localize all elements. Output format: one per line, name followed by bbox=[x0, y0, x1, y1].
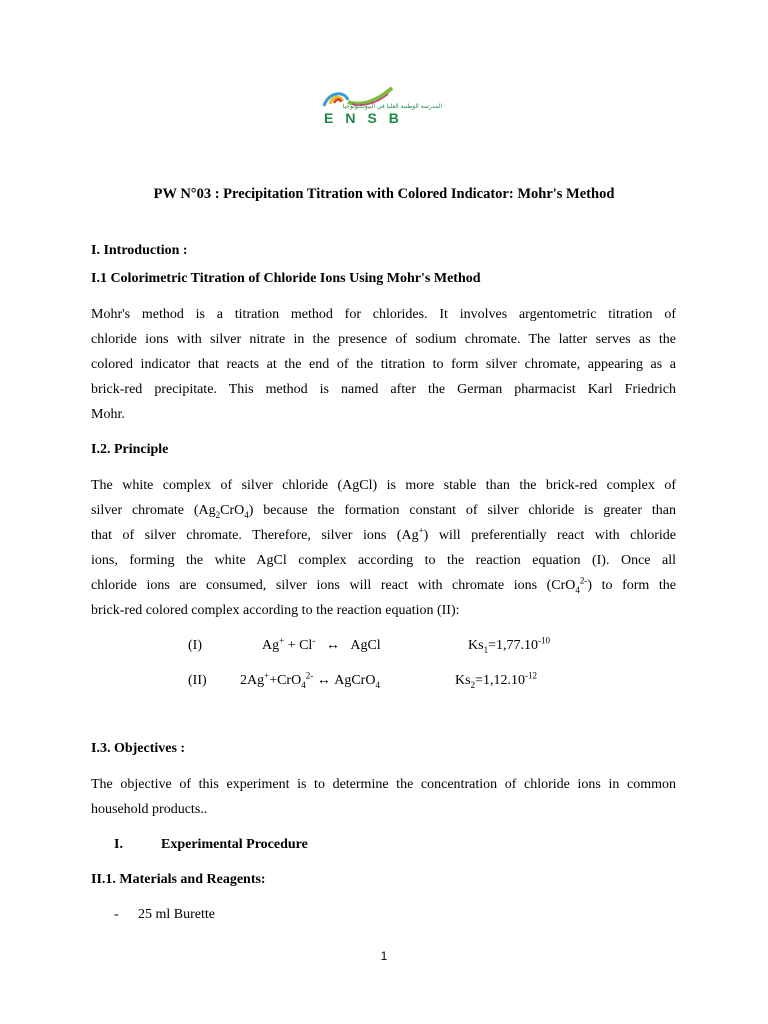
equation-label: (II) bbox=[188, 673, 207, 688]
paragraph-line: household products.. bbox=[91, 802, 208, 817]
subsection-heading-colorimetric: I.1 Colorimetric Titration of Chloride Ions Using Mohr's Method bbox=[91, 271, 481, 286]
paragraph-line: ions, forming the white AgCl complex according to the reaction equation (I). Once all bbox=[91, 553, 676, 568]
list-item: 25 ml Burette bbox=[138, 907, 215, 922]
equation-expression: 2Ag++CrO$_4^{2-}$ ↔ AgCrO$_4$ bbox=[240, 670, 380, 690]
equation-constant: $Ks_1=1,77.10^{-10}$ bbox=[468, 635, 550, 655]
intro-paragraph bbox=[91, 302, 676, 427]
paragraph-line: colored indicator that reacts at the end of the titration to form silver chromate, appearing as a bbox=[91, 357, 676, 372]
subsection-heading-principle: I.2. Principle bbox=[91, 442, 169, 457]
paragraph-line: chloride ions are consumed, silver ions will react with chromate ions (CrO$_4^{2-}$) to form the bbox=[91, 575, 677, 595]
section-heading-introduction: I. Introduction : bbox=[91, 243, 188, 258]
equation-label: (I) bbox=[188, 638, 202, 653]
logo-wordmark: ENSB bbox=[324, 110, 411, 126]
paragraph-line: chloride ions with silver nitrate in the presence of sodium chromate. The latter serves as the bbox=[91, 332, 676, 347]
section-heading-procedure: Experimental Procedure bbox=[161, 837, 308, 852]
logo-arabic-text: المدرسة الوطنية العليا في البيوتكنولوجيا bbox=[342, 103, 442, 110]
principle-paragraph bbox=[91, 473, 676, 623]
paragraph-line: The objective of this experiment is to determine the concentration of chloride ions in common bbox=[91, 777, 676, 792]
document-title: PW N°03 : Precipitation Titration with Colored Indicator: Mohr's Method bbox=[153, 186, 615, 202]
list-bullet: - bbox=[114, 907, 119, 922]
equation-expression: Ag+ + Cl- ↔ AgCl bbox=[262, 635, 381, 653]
ensb-logo bbox=[318, 82, 446, 126]
section-number-procedure: I. bbox=[114, 837, 123, 852]
equation-constant: $Ks_2=1,12.10^{-12}$ bbox=[455, 670, 537, 690]
subsection-heading-materials: II.1. Materials and Reagents: bbox=[91, 872, 266, 887]
paragraph-line: brick-red colored complex according to the reaction equation (II): bbox=[91, 603, 460, 618]
subsection-heading-objectives: I.3. Objectives : bbox=[91, 741, 186, 756]
paragraph-line: that of silver chromate. Therefore, silver ions (Ag+) will preferentially react with chloride bbox=[91, 525, 677, 543]
paragraph-line: The white complex of silver chloride (AgCl) is more stable than the brick-red complex of bbox=[91, 478, 676, 493]
paragraph-line: Mohr's method is a titration method for chlorides. It involves argentometric titration of bbox=[91, 307, 676, 322]
paragraph-line: silver chromate $(Ag_2CrO_4)$ because the formation constant of silver chloride is greater than bbox=[91, 503, 676, 520]
paragraph-line: Mohr. bbox=[91, 407, 125, 422]
paragraph-line: brick-red precipitate. This method is named after the German pharmacist Karl Friedrich bbox=[91, 382, 676, 397]
objectives-paragraph bbox=[91, 772, 676, 822]
page-number: 1 bbox=[380, 949, 388, 963]
